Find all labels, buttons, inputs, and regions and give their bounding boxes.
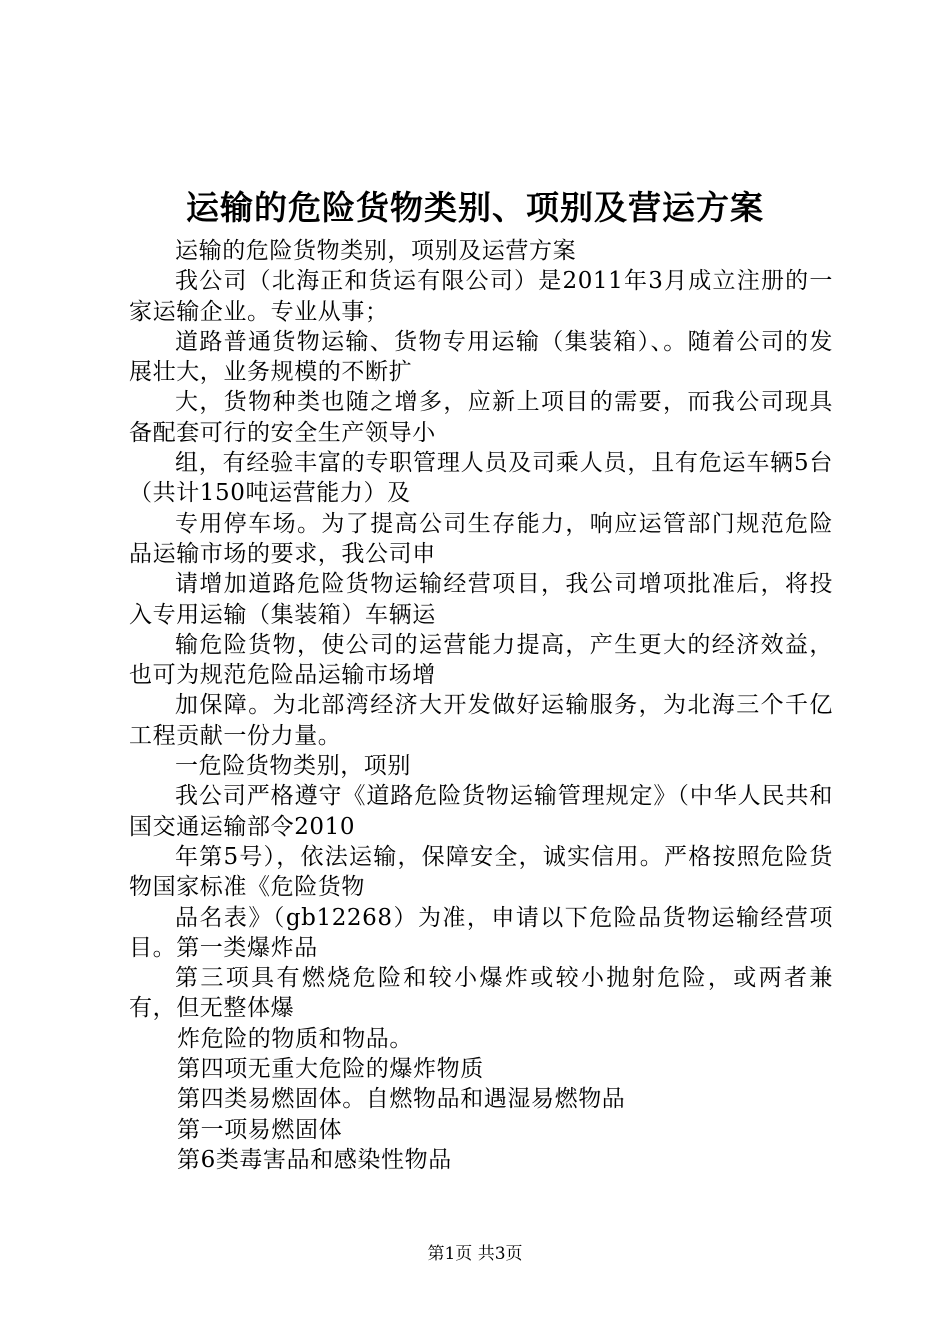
- paragraph: 加保障。为北部湾经济大开发做好运输服务，为北海三个千亿工程贡献一份力量。: [129, 692, 833, 749]
- paragraph: 请增加道路危险货物运输经营项目，我公司增项批准后，将投入专用运输（集装箱）车辆运: [129, 571, 833, 628]
- paragraph: 输危险货物，使公司的运营能力提高，产生更大的经济效益，也可为规范危险品运输市场增: [129, 631, 833, 689]
- paragraph: 道路普通货物运输、货物专用运输（集装箱）、。随着公司的发展壮大，业务规模的不断扩: [129, 328, 833, 386]
- paragraph: 我公司（北海正和货运有限公司）是2011年3月成立注册的一家运输企业。专业从事；: [129, 268, 833, 325]
- list-item: 第6类毒害品和感染性物品: [177, 1146, 452, 1173]
- paragraph: 第三项具有燃烧危险和较小爆炸或较小抛射危险，或两者兼有，但无整体爆: [129, 965, 833, 1022]
- page-number-footer: 第1页 共3页: [427, 1244, 523, 1264]
- paragraph: 运输的危险货物类别，项别及运营方案: [175, 238, 577, 264]
- paragraph: 我公司严格遵守《道路危险货物运输管理规定》（中华人民共和国交通运输部令2010: [129, 783, 833, 840]
- paragraph: 大，货物种类也随之增多，应新上项目的需要，而我公司现具备配套可行的安全生产领导小: [129, 389, 833, 446]
- paragraph: 年第5号），依法运输，保障安全，诚实信用。严格按照危险货物国家标准《危险货物: [129, 843, 833, 901]
- list-item: 第一项易燃固体: [177, 1116, 343, 1143]
- document-title: 运输的危险货物类别、项别及营运方案: [186, 188, 764, 227]
- paragraph: 专用停车场。为了提高公司生存能力，响应运管部门规范危险品运输市场的要求，我公司申: [129, 510, 833, 567]
- paragraph: 组，有经验丰富的专职管理人员及司乘人员，且有危运车辆5台（共计150吨运营能力）及: [129, 450, 833, 507]
- section-heading: 一危险货物类别，项别: [175, 753, 411, 780]
- document-body: [129, 236, 833, 1175]
- list-item: 第四项无重大危险的爆炸物质: [177, 1056, 484, 1083]
- paragraph: 品名表》（gb12268）为准，申请以下危险品货物运输经营项目。第一类爆炸品: [129, 904, 833, 961]
- list-item: 炸危险的物质和物品。: [177, 1025, 413, 1052]
- list-item: 第四类易燃固体。自燃物品和遇湿易燃物品: [177, 1086, 626, 1113]
